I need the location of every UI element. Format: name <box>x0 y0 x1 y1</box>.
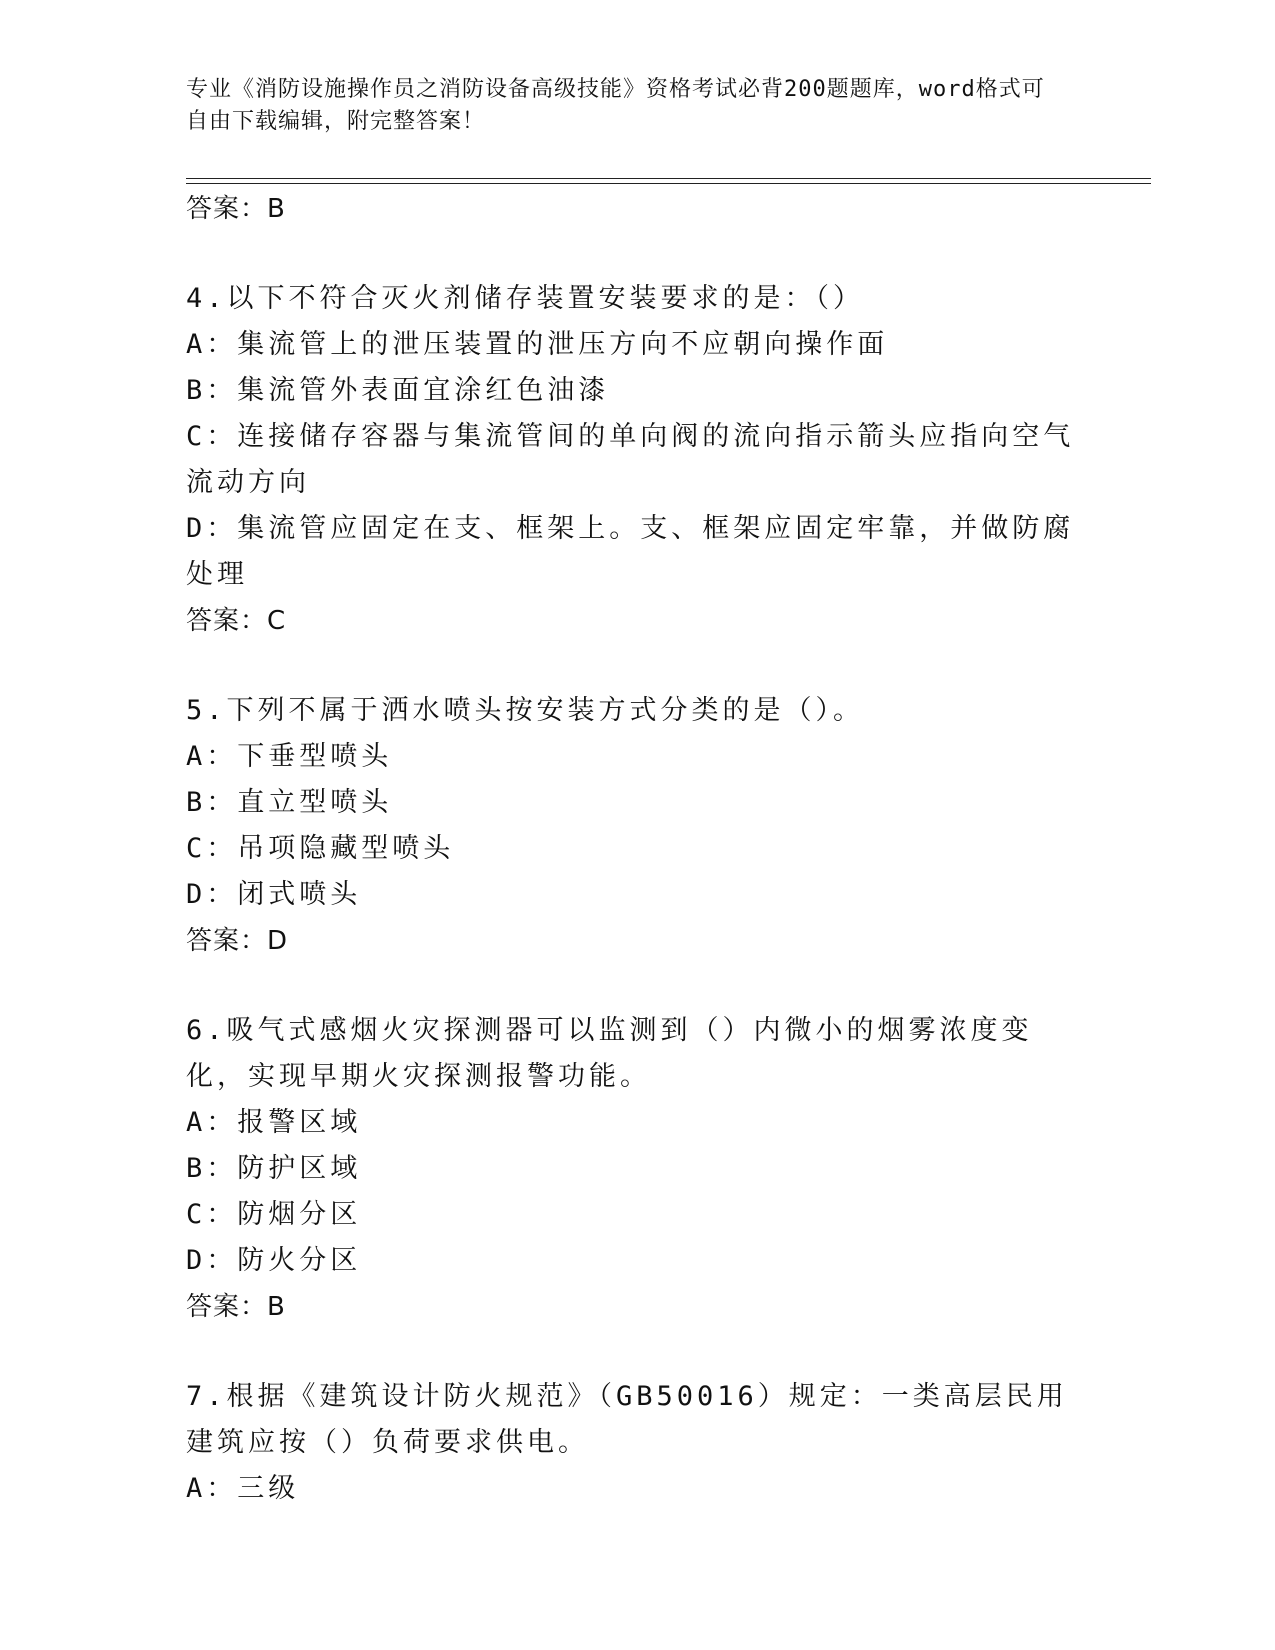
answer-line: 答案：D <box>186 926 289 956</box>
option-a: A：三级 <box>186 1473 300 1504</box>
document-header: 专业《消防设施操作员之消防设备高级技能》资格考试必背200题题库，word格式可自由下载编辑，附完整答案！ <box>186 77 1045 134</box>
question-4: 4.以下不符合灭火剂储存装置安装要求的是：（） <box>186 283 865 314</box>
question-5: 5.下列不属于洒水喷头按安装方式分类的是（）。 <box>186 695 865 726</box>
option-b: B：直立型喷头 <box>186 787 393 818</box>
option-a: A：集流管上的泄压装置的泄压方向不应朝向操作面 <box>186 329 889 360</box>
option-d: D：防火分区 <box>186 1245 362 1276</box>
answer-line: 答案：B <box>186 194 286 224</box>
option-c: C：连接储存容器与集流管间的单向阀的流向指示箭头应指向空气流动方向 <box>186 421 1075 498</box>
option-a: A：下垂型喷头 <box>186 741 393 772</box>
option-d: D：闭式喷头 <box>186 879 362 910</box>
question-list <box>186 186 1076 1512</box>
question-7: 7.根据《建筑设计防火规范》（GB50016）规定：一类高层民用建筑应按（）负荷要求供电。 <box>186 1381 1068 1458</box>
header-divider-top <box>186 178 1151 179</box>
answer-line: 答案：C <box>186 606 287 636</box>
answer-line: 答案：B <box>186 1292 286 1322</box>
option-a: A：报警区域 <box>186 1107 362 1138</box>
option-d: D：集流管应固定在支、框架上。支、框架应固定牢靠，并做防腐处理 <box>186 513 1075 590</box>
option-c: C：防烟分区 <box>186 1199 362 1230</box>
question-6: 6.吸气式感烟火灾探测器可以监测到（）内微小的烟雾浓度变化，实现早期火灾探测报警功能。 <box>186 1015 1033 1092</box>
option-c: C：吊项隐藏型喷头 <box>186 833 455 864</box>
option-b: B：防护区域 <box>186 1153 362 1184</box>
option-b: B：集流管外表面宜涂红色油漆 <box>186 375 610 406</box>
header-divider-bottom <box>186 183 1151 184</box>
